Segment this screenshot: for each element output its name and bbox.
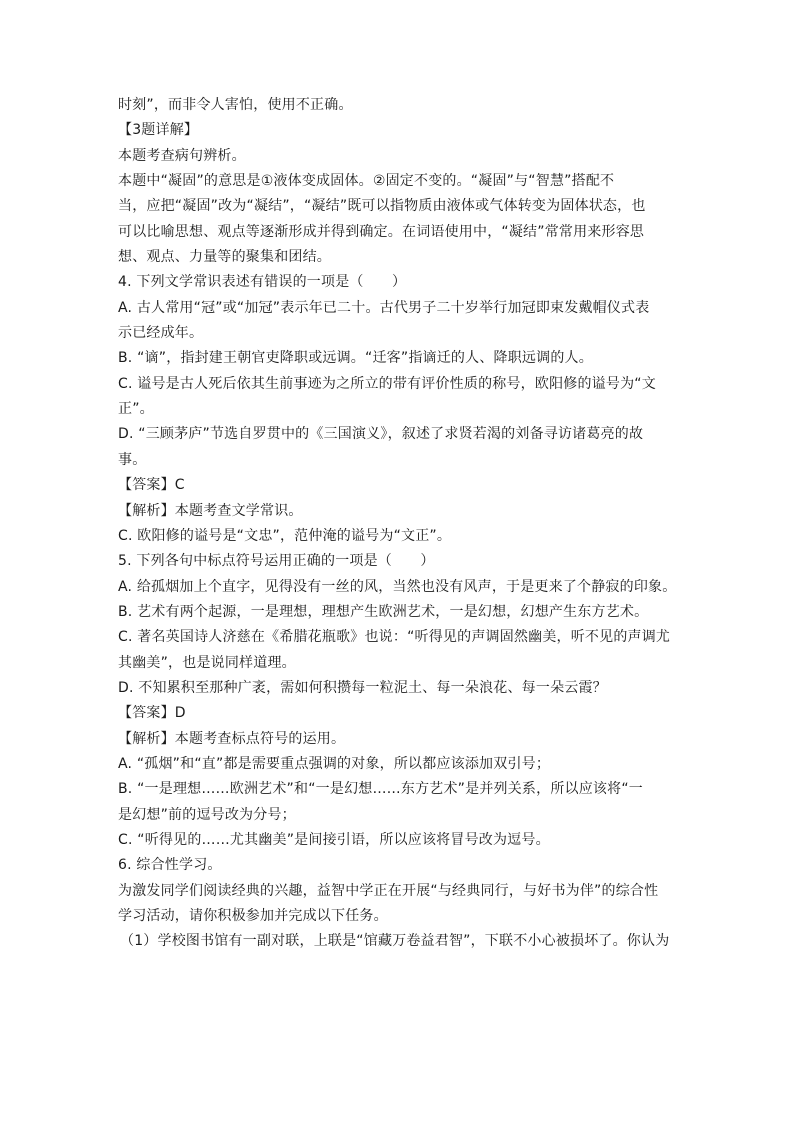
text-line: 示已经成年。: [118, 325, 204, 342]
document-body: [118, 93, 678, 955]
text-line: B. “一是理想……欧洲艺术”和“一是幻想……东方艺术”是并列关系，所以应该将“一: [118, 781, 643, 798]
text-line: 事。: [118, 451, 147, 468]
text-line: 本题考查病句辨析。: [118, 147, 246, 164]
option-b: B. “谪”，指封建王朝官吏降职或远调。“迁客”指谪迁的人、降职远调的人。: [118, 350, 593, 367]
text-line: 正”。: [118, 401, 154, 418]
option-a: A. 古人常用“冠”或“加冠”表示年已二十。古代男子二十岁举行加冠即束发戴帽仪式表: [118, 299, 650, 316]
text-line: A. “孤烟”和“直”都是需要重点强调的对象，所以都应该添加双引号；: [118, 755, 551, 772]
sub-question-1: （1）学校图书馆有一副对联，上联是“馆藏万卷益君智”，下联不小心被损坏了。你认为: [120, 933, 670, 950]
text-line: 其幽美”，也是说同样道理。: [118, 654, 296, 671]
option-c: C. 谥号是古人死后依其生前事迹为之所立的带有评价性质的称号，欧阳修的谥号为“文: [118, 375, 656, 392]
text-line: 想、观点、力量等的聚集和团结。: [118, 249, 331, 266]
question-4: 4. 下列文学常识表述有错误的一项是（ ）: [118, 274, 407, 291]
text-line: C. 欧阳修的谥号是“文忠”，范仲淹的谥号为“文正”。: [118, 527, 452, 544]
text-line: 学习活动，请你积极参加并完成以下任务。: [118, 908, 388, 924]
text-line: 当，应把“凝固”改为“凝结”，“凝结”既可以指物质由液体或气体转变为固体状态，也: [118, 198, 646, 215]
answer-label: 【答案】C: [118, 477, 185, 494]
option-c: C. 著名英国诗人济慈在《希腊花瓶歌》也说：“听得见的声调固然幽美，听不见的声调尤: [118, 629, 671, 646]
text-line: C. “听得见的……尤其幽美”是间接引语，所以应该将冒号改为逗号。: [118, 831, 550, 848]
analysis-label: 【解析】本题考查文学常识。: [118, 502, 303, 519]
answer-label: 【答案】D: [118, 705, 186, 722]
question-6: 6. 综合性学习。: [118, 857, 222, 874]
option-d: D. “三顾茅庐”节选自罗贯中的《三国演义》，叙述了求贤若渴的刘备寻访诸葛亮的故: [118, 426, 644, 443]
text-line: 时刻”，而非令人害怕，使用不正确。: [118, 97, 353, 113]
text-line: 为激发同学们阅读经典的兴趣，益智中学正在开展“与经典同行，与好书为伴”的综合性: [118, 882, 659, 899]
text-line: 本题中“凝固”的意思是①液体变成固体。②固定不变的。“凝固”与“智慧”搭配不: [118, 173, 615, 190]
option-d: D. 不知累积至那种广袤，需如何积攒每一粒泥土、每一朵浪花、每一朵云霞？: [118, 679, 607, 696]
text-line: 可以比喻思想、观点等逐渐形成并得到确定。在词语使用中，“凝结”常常用来形容思: [118, 223, 645, 240]
option-b: B. 艺术有两个起源，一是理想，理想产生欧洲艺术，一是幻想，幻想产生东方艺术。: [118, 603, 649, 620]
analysis-label: 【解析】本题考查标点符号的运用。: [118, 730, 346, 747]
section-heading: 【3题详解】: [118, 122, 199, 139]
question-5: 5. 下列各句中标点符号运用正确的一项是（ ）: [118, 553, 435, 570]
option-a: A. 给孤烟加上个直字，见得没有一丝的风，当然也没有风声，于是更来了个静寂的印象。: [118, 578, 677, 595]
text-line: 是幻想”前的逗号改为分号；: [118, 806, 296, 823]
